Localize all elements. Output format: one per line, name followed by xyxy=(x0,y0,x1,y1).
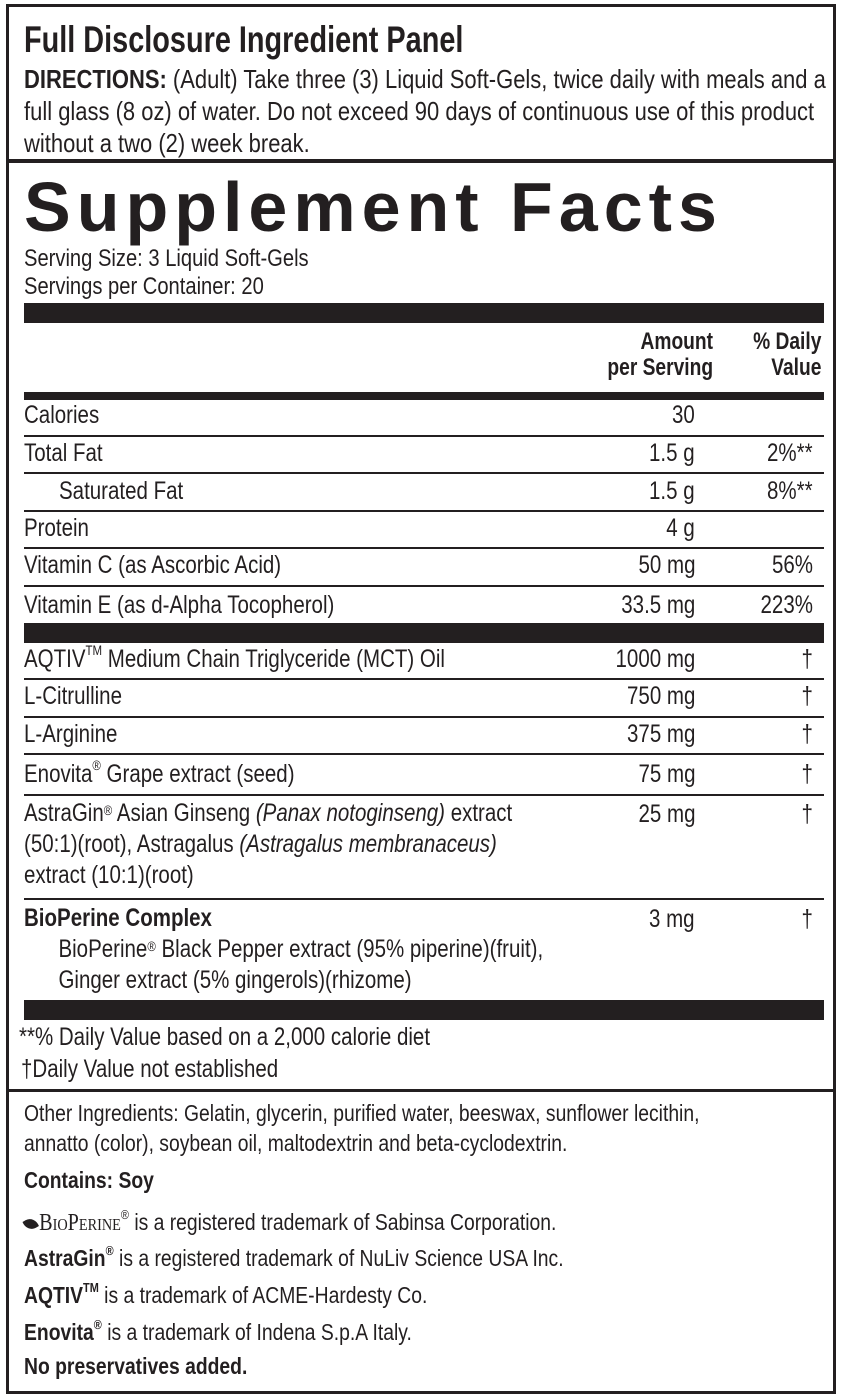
bioperine-complex xyxy=(24,903,598,996)
serving-size: Serving Size: 3 Liquid Soft-Gels xyxy=(24,245,309,272)
column-header-dv-line2: Value xyxy=(770,354,821,381)
bioperine-complex-title: BioPerine Complex xyxy=(24,904,212,932)
ingredient-amount: 375 mg xyxy=(626,720,695,748)
trademark-text: is a registered trademark of NuLiv Science USA Inc. xyxy=(113,1245,564,1271)
contains-allergen: Contains: Soy xyxy=(24,1167,154,1193)
thick-divider-middle xyxy=(24,623,824,643)
thick-divider-top xyxy=(24,303,824,323)
latin-name: (Panax notoginseng) xyxy=(255,799,446,827)
nutrient-dv: 56% xyxy=(771,551,813,579)
astragin-text: extract xyxy=(445,799,513,827)
ingredient-dv: † xyxy=(801,760,813,788)
ingredient-amount: 1000 mg xyxy=(615,645,695,673)
row-divider xyxy=(24,753,824,755)
astragin-line3: extract (10:1)(root) xyxy=(24,861,194,889)
row-divider xyxy=(24,716,824,718)
nutrient-amount: 4 g xyxy=(666,514,695,542)
nutrient-name: Total Fat xyxy=(24,439,103,467)
ingredient-amount: 3 mg xyxy=(649,905,695,933)
row-divider xyxy=(24,794,824,796)
ingredient-dv: † xyxy=(801,720,813,748)
ingredient-amount: 25 mg xyxy=(638,800,695,828)
nutrient-name: Saturated Fat xyxy=(59,477,184,505)
trademark-mark: ® xyxy=(105,1243,114,1258)
medium-divider xyxy=(24,392,824,400)
ingredient-dv: † xyxy=(801,905,813,933)
thick-divider-bottom xyxy=(24,1000,824,1020)
ingredient-name xyxy=(24,757,295,789)
latin-name: (Astragalus membranaceus) xyxy=(239,830,497,858)
other-ingredients-line2: annatto (color), soybean oil, maltodextrin and beta-cyclodextrin. xyxy=(24,1130,568,1156)
aqtiv-trademark-note xyxy=(24,1282,427,1309)
disclosure-header xyxy=(9,7,833,163)
trademark-mark: TM xyxy=(83,1280,99,1295)
footnote-daily-value: **% Daily Value based on a 2,000 calorie diet xyxy=(19,1023,431,1051)
nutrient-name: Vitamin C (as Ascorbic Acid) xyxy=(24,551,282,579)
column-header-dv-line1: % Daily xyxy=(752,328,821,355)
astragin-line2 xyxy=(24,829,598,860)
ingredient-description: Medium Chain Triglyceride (MCT) Oil xyxy=(102,645,445,673)
ingredient-description: Grape extract (seed) xyxy=(100,760,295,788)
directions-label: DIRECTIONS: xyxy=(24,64,167,94)
bioperine-line1 xyxy=(24,934,598,965)
nutrient-dv: 223% xyxy=(760,591,813,619)
row-divider xyxy=(24,898,824,900)
trademark-mark: TM xyxy=(85,642,103,658)
trademark-brand: Enovita xyxy=(24,1319,94,1345)
column-header-amount-line1: Amount xyxy=(640,328,713,355)
astragin-trademark-note xyxy=(24,1245,564,1272)
ingredient-amount: 75 mg xyxy=(638,760,695,788)
trademark-mark: ® xyxy=(92,757,101,773)
trademark-text: is a registered trademark of Sabinsa Corporation. xyxy=(128,1209,557,1235)
nutrient-amount: 50 mg xyxy=(638,551,695,579)
column-header-amount xyxy=(607,329,713,381)
ingredient-brand: Enovita xyxy=(24,760,93,788)
ingredient-name xyxy=(24,642,445,674)
astragin-text: Asian Ginseng xyxy=(112,799,256,827)
nutrient-amount: 1.5 g xyxy=(649,477,695,505)
astragin-line1 xyxy=(24,798,598,829)
enovita-trademark-note xyxy=(24,1319,412,1346)
disclosure-title: Full Disclosure Ingredient Panel xyxy=(24,19,464,60)
astragin-text: (50:1)(root), Astragalus xyxy=(24,830,240,858)
directions-text xyxy=(24,63,827,159)
column-header-amount-line2: per Serving xyxy=(607,354,713,381)
ingredient-name: L-Arginine xyxy=(24,720,118,748)
trademark-text: is a trademark of Indena S.p.A Italy. xyxy=(101,1319,412,1345)
lower-section xyxy=(9,1089,833,1092)
trademark-mark: ® xyxy=(147,938,156,954)
nutrient-name: Vitamin E (as d-Alpha Tocopherol) xyxy=(24,591,335,619)
row-divider xyxy=(24,510,824,512)
label-panel xyxy=(6,4,836,1394)
trademark-mark: ® xyxy=(103,802,113,818)
nutrient-dv: 2%** xyxy=(767,439,813,467)
no-preservatives-note: No preservatives added. xyxy=(24,1353,248,1379)
bioperine-trademark-note xyxy=(24,1209,556,1237)
footnote-dagger: †Daily Value not established xyxy=(21,1055,279,1083)
ingredient-amount: 750 mg xyxy=(626,682,695,710)
nutrient-amount: 1.5 g xyxy=(649,439,695,467)
trademark-text: is a trademark of ACME-Hardesty Co. xyxy=(98,1282,428,1308)
bioperine-leaf-icon xyxy=(22,1215,38,1233)
trademark-brand: AstraGin xyxy=(24,1245,106,1271)
nutrient-amount: 30 xyxy=(672,401,695,429)
row-divider xyxy=(24,547,824,549)
other-ingredients-line1: Other Ingredients: Gelatin, glycerin, purified water, beeswax, sunflower lecithin, xyxy=(24,1100,700,1126)
column-header-daily-value xyxy=(753,329,821,381)
trademark-brand: AQTIV xyxy=(24,1282,84,1308)
astragin-brand: AstraGin xyxy=(24,799,104,827)
bioperine-line2: Ginger extract (5% gingerols)(rhizome) xyxy=(58,966,412,994)
ingredient-brand: AQTIV xyxy=(24,645,86,673)
bioperine-brand: BioPerine xyxy=(58,935,148,963)
bioperine-logo: BioPerine xyxy=(39,1210,121,1236)
ingredient-name: L-Citrulline xyxy=(24,682,122,710)
row-divider xyxy=(24,678,824,680)
directions-body: (Adult) Take three (3) Liquid Soft-Gels, twice daily with meals and a full glass (8 oz) of water. Do not exceed 90 days of continuous use of this product without a two (2) week break. xyxy=(24,64,826,158)
nutrient-name: Calories xyxy=(24,401,100,429)
trademark-mark: ® xyxy=(120,1207,129,1222)
row-divider xyxy=(24,585,824,587)
supplement-facts-title: Supplement Facts xyxy=(24,168,723,246)
trademark-mark: ® xyxy=(93,1317,102,1332)
astragin-ingredient xyxy=(24,798,598,891)
servings-per-container: Servings per Container: 20 xyxy=(24,273,264,300)
ingredient-dv: † xyxy=(801,682,813,710)
nutrient-dv: 8%** xyxy=(767,477,813,505)
ingredient-dv: † xyxy=(801,645,813,673)
nutrient-amount: 33.5 mg xyxy=(620,591,695,619)
row-divider xyxy=(24,435,824,437)
bioperine-text: Black Pepper extract (95% piperine)(fruit), xyxy=(155,935,544,963)
ingredient-dv: † xyxy=(801,800,813,828)
row-divider xyxy=(24,472,824,474)
nutrient-name: Protein xyxy=(24,514,89,542)
